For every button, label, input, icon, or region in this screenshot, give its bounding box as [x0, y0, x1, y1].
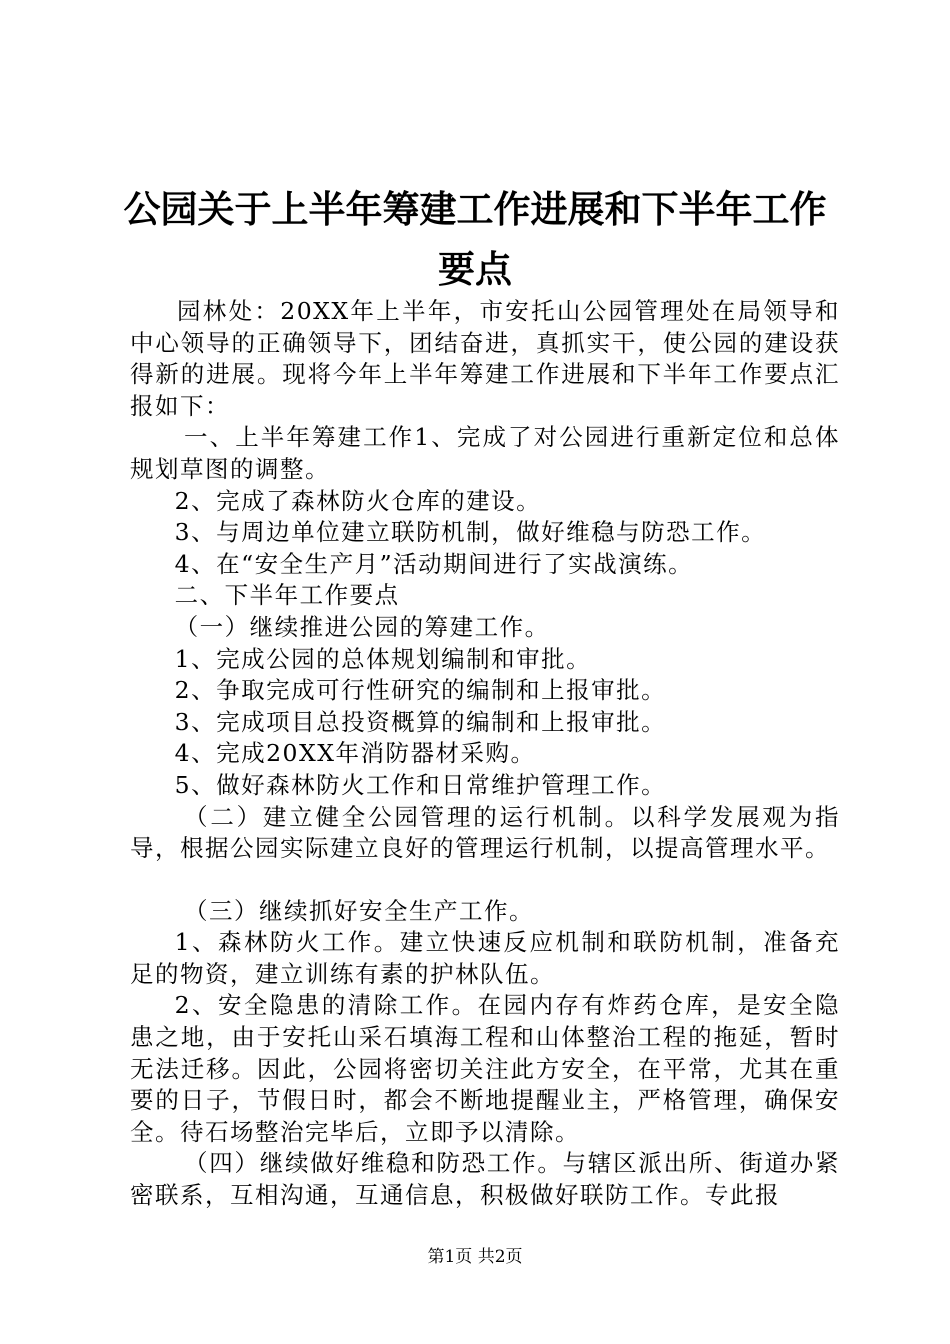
paragraph-item: 4、在“安全生产月”活动期间进行了实战演练。: [174, 549, 694, 578]
paragraph-item: 2、完成了森林防火仓库的建设。: [174, 486, 542, 515]
paragraph-item: 1、完成公园的总体规划编制和审批。: [174, 644, 592, 673]
paragraph-subsection-2: （二）建立健全公园管理的运行机制。以科学发展观为指导，根据公园实际建立良好的管理运行机制，以提高管理水平。: [130, 802, 840, 863]
paragraph-spacer: [130, 865, 840, 896]
paragraph-item: 3、完成项目总投资概算的编制和上报审批。: [174, 707, 667, 736]
paragraph-intro: 园林处：20XX年上半年，市安托山公园管理处在局领导和中心领导的正确领导下，团结奋进，真抓实干，使公园的建设获得新的进展。现将今年上半年筹建工作进展和下半年工作要点汇报如下：: [130, 297, 840, 420]
paragraph-subsection-4: （四）继续做好维稳和防恐工作。与辖区派出所、街道办紧密联系，互相沟通，互通信息，积极做好联防工作。专此报: [130, 1149, 840, 1210]
paragraph-section-2: 二、下半年工作要点: [174, 581, 400, 610]
paragraph-item: 4、完成20XX年消防器材采购。: [174, 739, 536, 768]
paragraph-section-1: 一、上半年筹建工作1、完成了对公园进行重新定位和总体规划草图的调整。: [130, 423, 840, 483]
paragraph-item: 5、做好森林防火工作和日常维护管理工作。: [174, 770, 667, 799]
document-body: [130, 296, 840, 1212]
document-title: 公园关于上半年筹建工作进展和下半年工作要点: [123, 188, 827, 291]
paragraph-subsection-3: （三）继续抓好安全生产工作。: [184, 896, 535, 925]
paragraph-subsection-1: （一）继续推进公园的筹建工作。: [174, 612, 550, 641]
paragraph-item: 2、安全隐患的清除工作。在园内存有炸药仓库，是安全隐患之地，由于安托山采石填海工程和山体整治工程的拖延，暂时无法迁移。因此，公园将密切关注此方安全，在平常，尤其在重要的日子，节假日时，都会不断地提醒业主，严格管理，确保安全。待石场整治完毕后，立即予以清除。: [130, 991, 840, 1146]
paragraph-item: 2、争取完成可行性研究的编制和上报审批。: [174, 676, 667, 705]
paragraph-item: 3、与周边单位建立联防机制，做好维稳与防恐工作。: [174, 518, 767, 547]
page-footer: 第1页 共2页: [427, 1247, 523, 1267]
paragraph-item: 1、森林防火工作。建立快速反应机制和联防机制，准备充足的物资，建立训练有素的护林队伍。: [130, 928, 840, 988]
